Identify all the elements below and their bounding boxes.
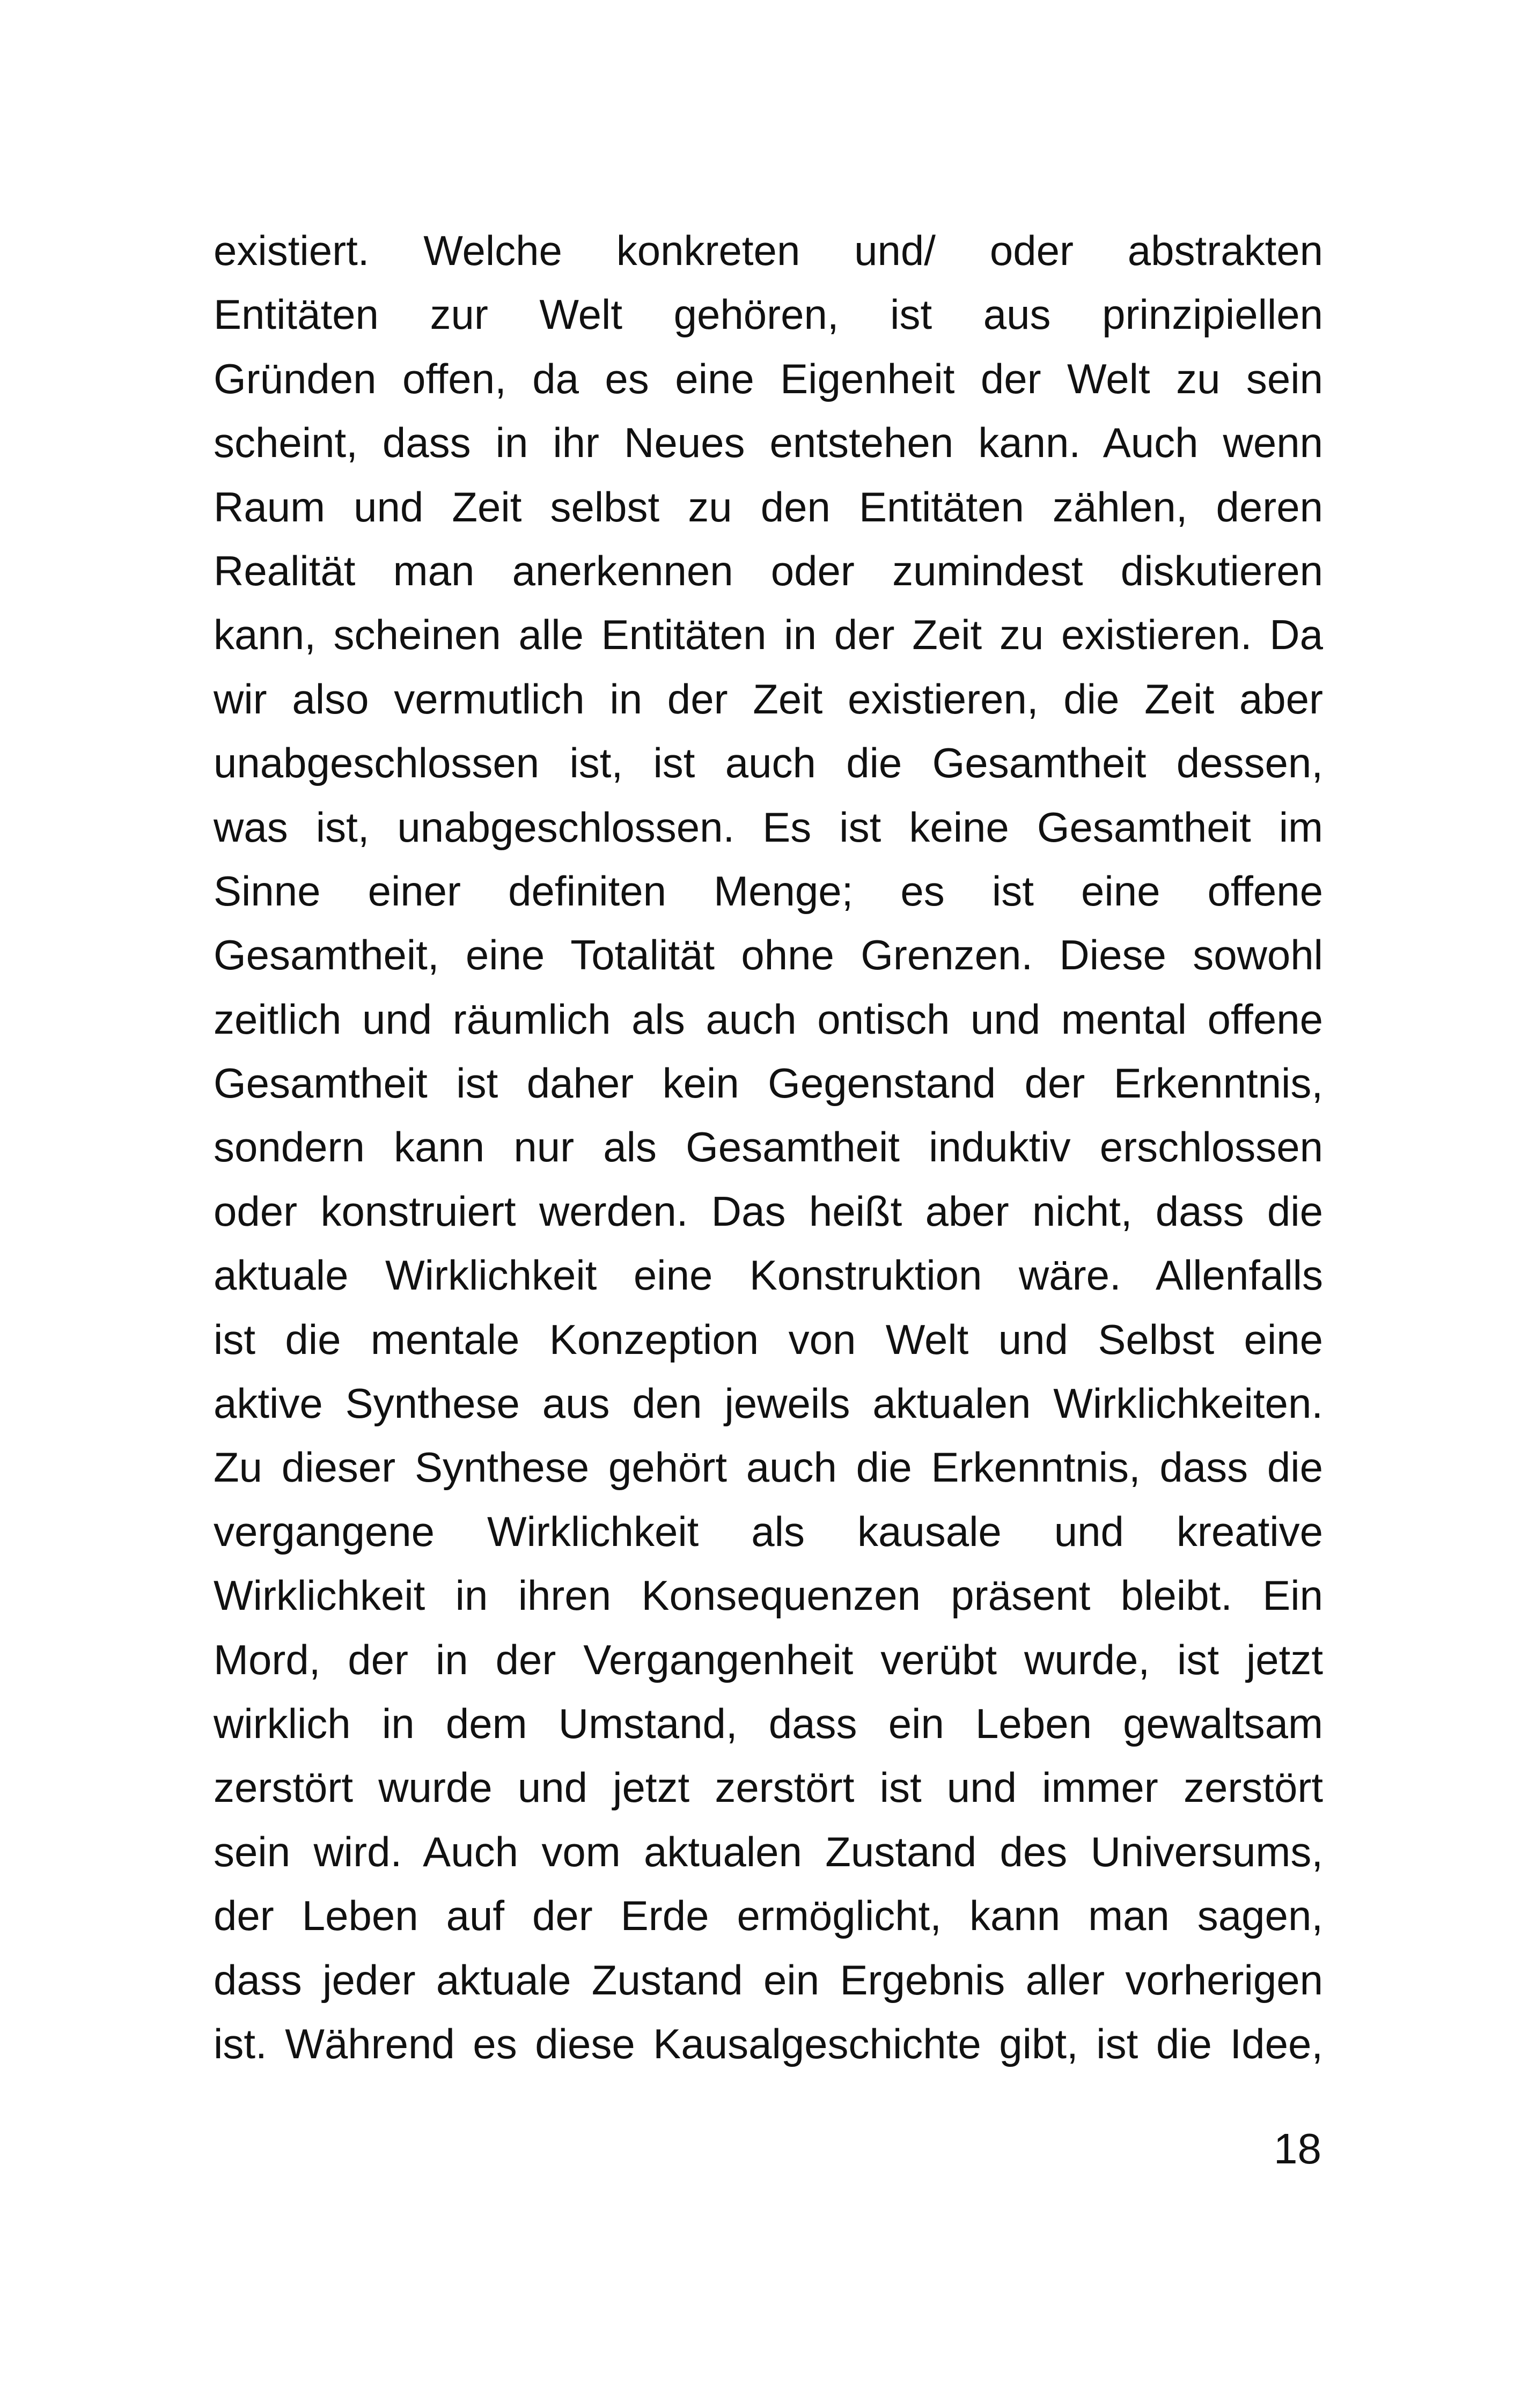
text-line: der Leben auf der Erde ermöglicht, kann man sagen,: [214, 1892, 1323, 1940]
text-line: sein wird. Auch vom aktualen Zustand des Universums,: [214, 1828, 1323, 1875]
text-line: unabgeschlossen ist, ist auch die Gesamtheit dessen,: [214, 739, 1323, 787]
text-line: Sinne einer definiten Menge; es ist eine offene: [214, 867, 1323, 915]
text-line: zerstört wurde und jetzt zerstört ist und immer zerstört: [214, 1764, 1323, 1811]
text-line: Mord, der in der Vergangenheit verübt wurde, ist jetzt: [214, 1636, 1323, 1683]
text-line: Gesamtheit ist daher kein Gegenstand der Erkenntnis,: [214, 1059, 1323, 1107]
text-line: aktive Synthese aus den jeweils aktualen Wirklichkeiten.: [214, 1380, 1323, 1427]
text-line: vergangene Wirklichkeit als kausale und kreative: [214, 1507, 1323, 1555]
text-line: was ist, unabgeschlossen. Es ist keine Gesamtheit im: [214, 803, 1323, 851]
text-line: dass jeder aktuale Zustand ein Ergebnis aller vorherigen: [214, 1956, 1323, 2004]
text-line: wirklich in dem Umstand, dass ein Leben gewaltsam: [214, 1699, 1323, 1747]
text-line: aktuale Wirklichkeit eine Konstruktion wäre. Allenfalls: [214, 1251, 1323, 1299]
text-line: zeitlich und räumlich als auch ontisch und mental offene: [214, 995, 1323, 1043]
text-line: existiert. Welche konkreten und/ oder abstrakten: [214, 227, 1323, 274]
text-line: kann, scheinen alle Entitäten in der Zeit zu existieren. Da: [214, 611, 1323, 659]
page-number: 18: [1274, 2125, 1321, 2173]
text-line: Gesamtheit, eine Totalität ohne Grenzen. Diese sowohl: [214, 931, 1323, 979]
text-line: Gründen offen, da es eine Eigenheit der Welt zu sein: [214, 355, 1323, 402]
text-line: Realität man anerkennen oder zumindest diskutieren: [214, 547, 1323, 594]
text-line: Wirklichkeit in ihren Konsequenzen präsent bleibt. Ein: [214, 1572, 1323, 1619]
text-line: Zu dieser Synthese gehört auch die Erkenntnis, dass die: [214, 1444, 1323, 1491]
text-line: wir also vermutlich in der Zeit existieren, die Zeit aber: [214, 675, 1323, 723]
text-line: ist. Während es diese Kausalgeschichte gibt, ist die Idee,: [214, 2020, 1323, 2067]
text-line: Entitäten zur Welt gehören, ist aus prinzipiellen: [214, 291, 1323, 338]
text-line: sondern kann nur als Gesamtheit induktiv erschlossen: [214, 1123, 1323, 1171]
text-line: scheint, dass in ihr Neues entstehen kann. Auch wenn: [214, 419, 1323, 467]
text-line: Raum und Zeit selbst zu den Entitäten zählen, deren: [214, 483, 1323, 531]
text-line: oder konstruiert werden. Das heißt aber nicht, dass die: [214, 1187, 1323, 1235]
body-text: [214, 219, 1323, 2076]
text-line: ist die mentale Konzeption von Welt und Selbst eine: [214, 1315, 1323, 1363]
